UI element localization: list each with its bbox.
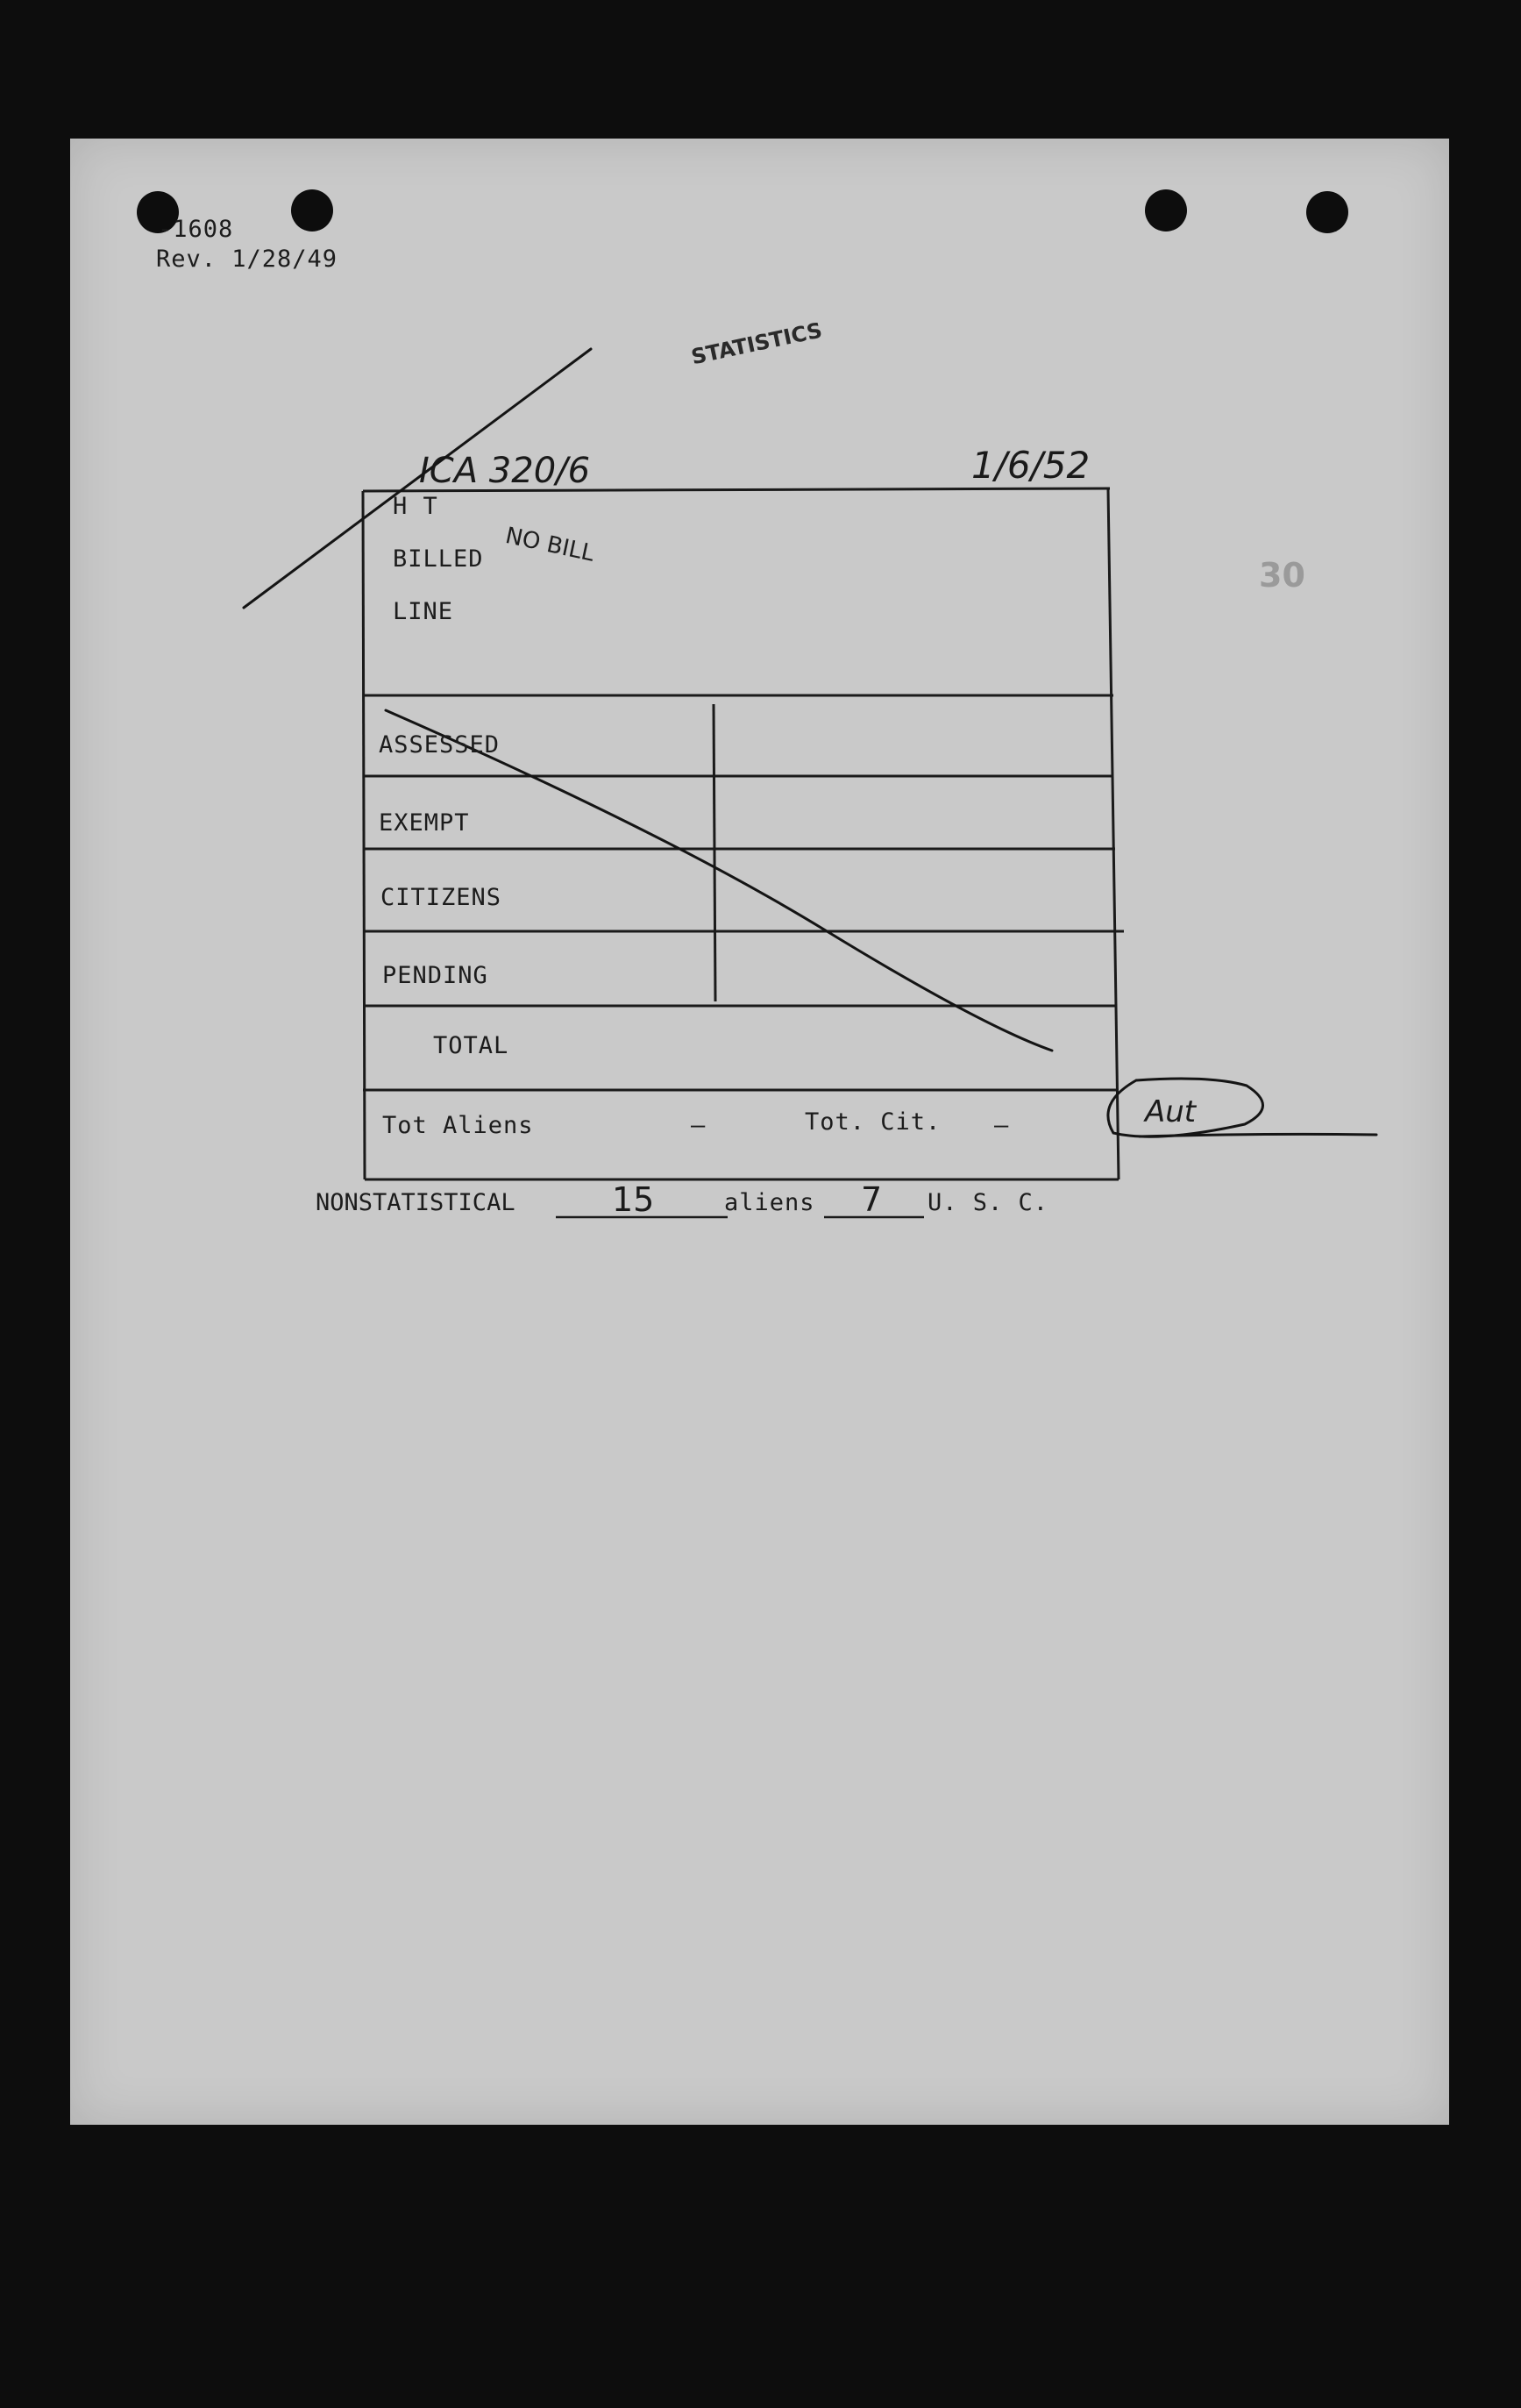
statistics-stamp: STATISTICS bbox=[689, 317, 825, 370]
vessel-code-handwriting: ICA 320/6 bbox=[419, 451, 591, 491]
tot-cit-value: — bbox=[994, 1112, 1010, 1139]
row-pending: PENDING bbox=[382, 962, 488, 989]
nonstatistical-label: NONSTATISTICAL bbox=[316, 1189, 515, 1216]
row-exempt: EXEMPT bbox=[379, 809, 470, 837]
usc-label: U. S. C. bbox=[928, 1189, 1049, 1216]
label-line: LINE bbox=[393, 598, 454, 625]
aliens-count-handwriting: 15 bbox=[612, 1180, 655, 1219]
tot-aliens-label: Tot Aliens bbox=[382, 1112, 534, 1139]
row-assessed: ASSESSED bbox=[379, 731, 501, 759]
tot-cit-label: Tot. Cit. bbox=[805, 1108, 942, 1136]
label-ht: H T bbox=[393, 493, 438, 520]
usc-count-handwriting: 7 bbox=[861, 1180, 883, 1219]
row-total: TOTAL bbox=[433, 1032, 509, 1059]
tot-aliens-value: — bbox=[691, 1112, 707, 1139]
initials-handwriting: Aut bbox=[1145, 1094, 1197, 1129]
row-citizens: CITIZENS bbox=[380, 884, 502, 911]
label-billed: BILLED bbox=[393, 545, 484, 573]
date-handwriting: 1/6/52 bbox=[971, 444, 1091, 487]
aliens-label: aliens bbox=[724, 1189, 815, 1216]
form-revision: Rev. 1/28/49 bbox=[156, 246, 338, 273]
no-bill-stamp: NO BILL bbox=[502, 523, 597, 567]
side-number-stamp: 30 bbox=[1259, 556, 1305, 595]
form-number: -1608 bbox=[158, 216, 234, 243]
